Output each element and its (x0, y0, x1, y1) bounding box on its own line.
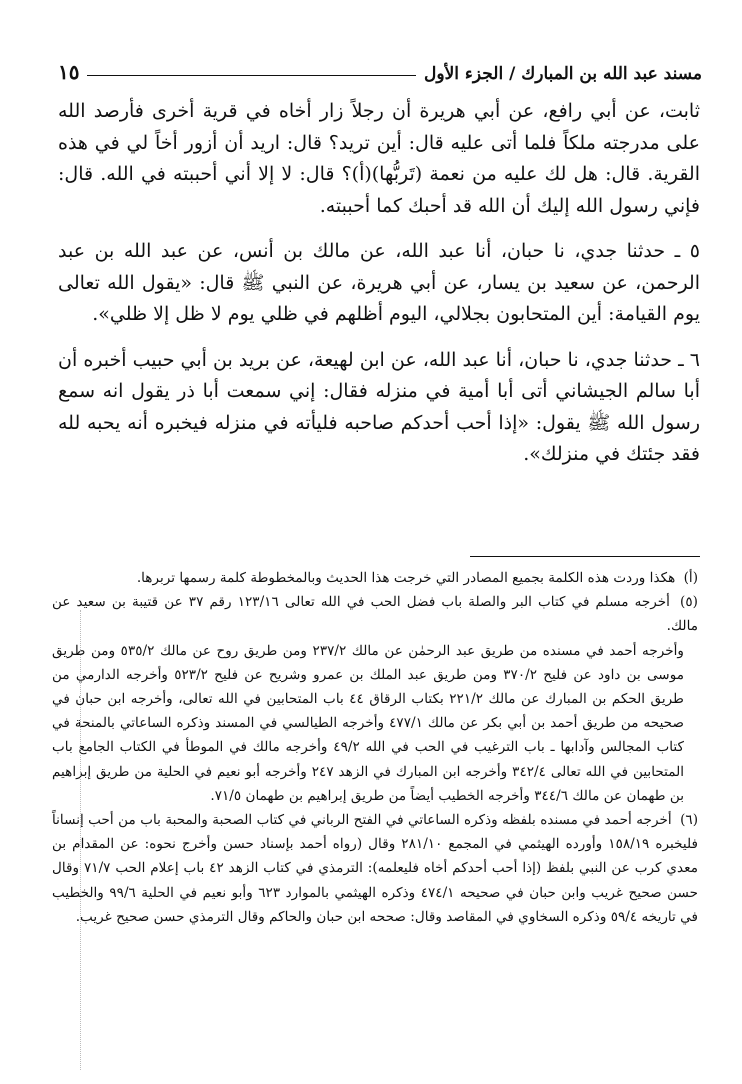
paragraph-hadith-4-end: ثابت، عن أبي رافع، عن أبي هريرة أن رجلاً زار أخاه في قرية أخرى فأرصد الله على مدرجته ملكاً فلما أتى عليه قال: أين تريد؟ قال: اريد أن أزور أخاً لي في هذه القرية. قال: هل لك عليه من نعمة (تَربُّها)(أ)؟ قال: لا إلا أني أحببته في الله. قال: فإني رسول الله إليك أن الله قد أحبك كما أحببته. (58, 100, 700, 217)
paragraph-hadith-6: ٦ ـ حدثنا جدي، نا حبان، أنا عبد الله، عن ابن لهيعة، عن بريد بن أبي حبيب أخبره أن أبا سالم الجيشاني أتى أبا أمية في منزله فقال: إني سمعت أبا ذر يقول انه سمع رسول الله ﷺ يقول: «إذا أحب أحدكم صاحبه فليأته في منزله فيخبره أنه يحبه لله فقد جئتك في منزلك». (58, 348, 700, 465)
paragraph-hadith-5: ٥ ـ حدثنا جدي، نا حبان، أنا عبد الله، عن مالك بن أنس، عن عبد الله بن عبد الرحمن، عن سعيد بن يسار، عن أبي هريرة، عن النبي ﷺ قال: «يقول الله تعالى يوم القيامة: أين المتحابون بجلالي، اليوم أظلهم في ظلي يوم لا ظل إلا ظلي». (58, 240, 700, 325)
running-title: مسند عبد الله بن المبارك / الجزء الأول (424, 64, 702, 84)
footnote-mark: (أ) (683, 570, 698, 586)
page-header (58, 50, 702, 84)
page-number: ١٥ (58, 60, 80, 84)
footnote-text: أخرجه أحمد في مسنده بلفظه وذكره الساعاتي في الفتح الرباني في كتاب الصحبة والمحبة باب من أحب إنساناً فليخبره ١٥٨/١٩ وأورده الهيثمي في المجمع ٢٨١/١٠ وقال (رواه أحمد بإسناد حسن وأخرج نحوه: عن المقدام بن معدي كرب عن النبي بلفظ (إذا أحب أحدكم أخاه فليعلمه): الترمذي في كتاب الزهد ٤٢ باب إعلام الحب ٧١/٧ وقال حسن صحيح غريب وابن حبان في صحيحه ٤٧٤/١ وذكره الهيثمي بالموارد ٦٢٣ وأبو نعيم في الحلية ٩٩/٦ والخطيب في تاريخه ٥٩/٤ وذكره السخاوي في المقاصد وقال: صححه ابن حبان والحاكم وقال الترمذي حسن صحيح غريب. (52, 812, 699, 925)
footnotes (52, 566, 698, 929)
footnote-text: أخرجه مسلم في كتاب البر والصلة باب فضل الحب في الله تعالى ١٢٣/١٦ رقم ٣٧ عن قتيبة بن سعيد عن مالك. (52, 594, 698, 635)
scan-margin-line (80, 610, 81, 1070)
footnote-6 (52, 808, 698, 929)
footnote-mark: (٦) (680, 812, 698, 829)
footnote-mark: (٥) (680, 594, 698, 611)
footnote-5-continuation: وأخرجه أحمد في مسنده من طريق عبد الرحمٰن عن مالك ٢٣٧/٢ ومن طريق روح عن مالك ٥٣٥/٢ ومن طريق موسى بن داود عن فليح ٣٧٠/٢ ومن طريق عبد الملك بن عمرو وشريح عن فليح ٥٢٣/٢ وأخرجه الدارمي من طريق الحكم بن المبارك عن مالك ٢٢١/٢ بكتاب الرقاق ٤٤ باب المتحابين في الله تعالى، وأخرجه ابن حبان في صحيحه من طريق أحمد بن أبي بكر عن مالك ٤٧٧/١ وأخرجه الطيالسي في المسند وذكره الساعاتي بالمنحة في كتاب المجالس وآدابها ـ باب الترغيب في الحب في الله ٤٩/٢ وأخرجه مالك في الموطأ في الكتاب الجامع باب المتحابين في الله تعالى ٣٤٢/٤ وأخرجه ابن المبارك في الزهد ٢٤٧ وأخرجه أبو نعيم في الحلية من طريق إبراهيم بن طهمان عن مالك ٣٤٤/٦ وأخرجه الخطيب أيضاً من طريق إبراهيم بن طهمان ٧١/٥. (52, 642, 684, 804)
footnote-a (52, 566, 698, 590)
footnote-text: هكذا وردت هذه الكلمة بجميع المصادر التي خرجت هذا الحديث وبالمخطوطة كلمة رسمها تربرها. (136, 570, 676, 586)
header-rule (87, 75, 416, 76)
footnote-separator (470, 556, 700, 557)
main-text (58, 96, 700, 485)
footnote-5 (52, 590, 698, 638)
